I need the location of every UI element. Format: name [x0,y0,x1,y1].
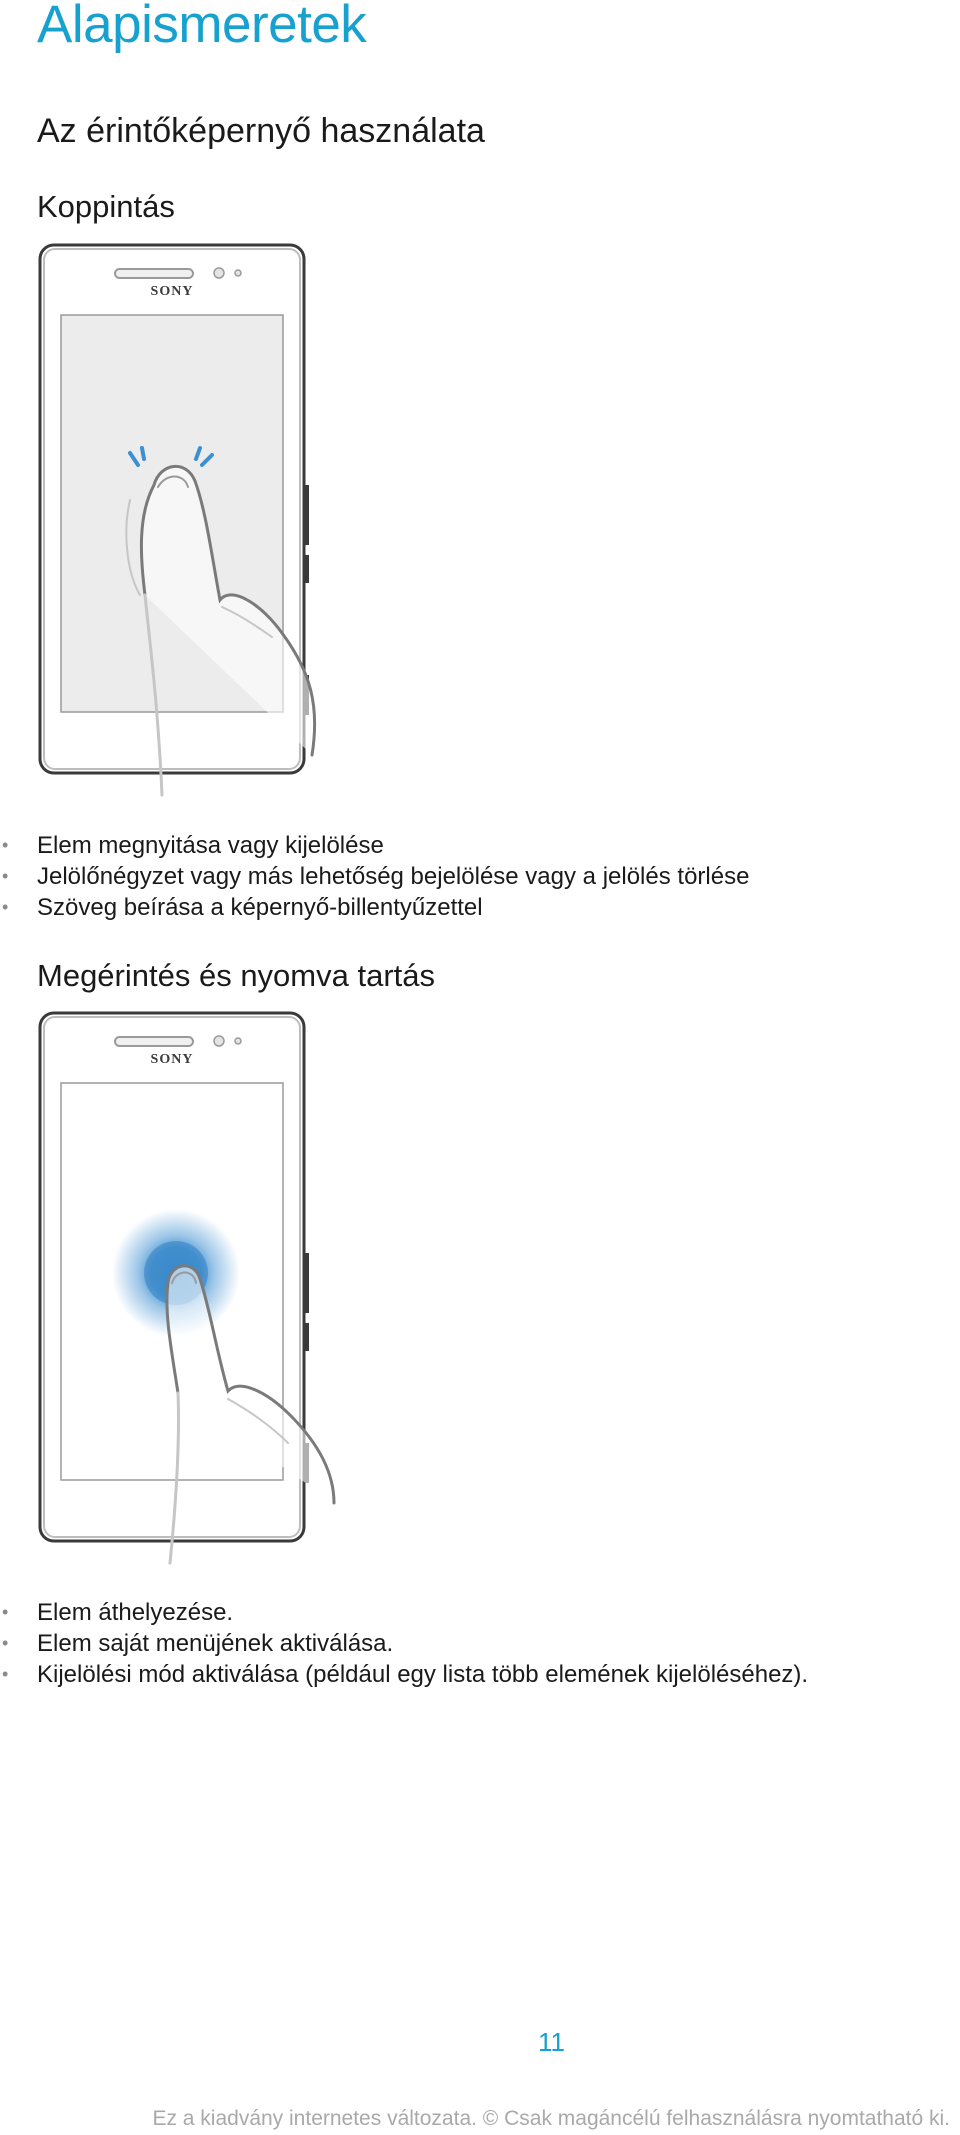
hold-heading: Megérintés és nyomva tartás [37,958,436,993]
list-item-text: Szöveg beírása a képernyő-billentyűzettel [37,894,483,921]
list-item-text: Jelölőnégyzet vagy más lehetőség bejelölése vagy a jelölés törlése [37,863,750,890]
phone-brand-label: SONY [150,284,194,299]
list-item: • Elem áthelyezése. [2,1599,234,1626]
list-item-text: Elem saját menüjének aktiválása. [37,1630,394,1657]
tap-bullet-list [0,830,749,923]
list-item-text: Elem áthelyezése. [37,1599,234,1626]
list-item: • Kijelölési mód aktiválása (például egy lista több elemének kijelöléséhez). [2,1661,809,1688]
phone-brand-label: SONY [150,1052,194,1067]
footer-notice: Ez a kiadvány internetes változata. © Csak magáncélú felhasználásra nyomtatható ki. [152,2107,950,2130]
list-item-text: Kijelölési mód aktiválása (például egy lista több elemének kijelöléséhez). [37,1661,809,1688]
list-item-text: Elem megnyitása vagy kijelölése [37,832,384,859]
tap-illustration [0,235,380,815]
section-title: Az érintőképernyő használata [37,112,485,150]
list-item: • Szöveg beírása a képernyő-billentyűzettel [2,894,483,921]
page-number: 11 [538,2027,565,2057]
tap-heading: Koppintás [37,189,175,224]
list-item: • Elem saját menüjének aktiválása. [2,1630,394,1657]
hold-illustration [0,1003,390,1583]
chapter-title: Alapismeretek [37,0,367,54]
list-item: • Jelölőnégyzet vagy más lehetőség bejelölése vagy a jelölés törlése [2,863,750,890]
list-item: • Elem megnyitása vagy kijelölése [2,832,384,859]
hold-bullet-list [0,1597,808,1690]
